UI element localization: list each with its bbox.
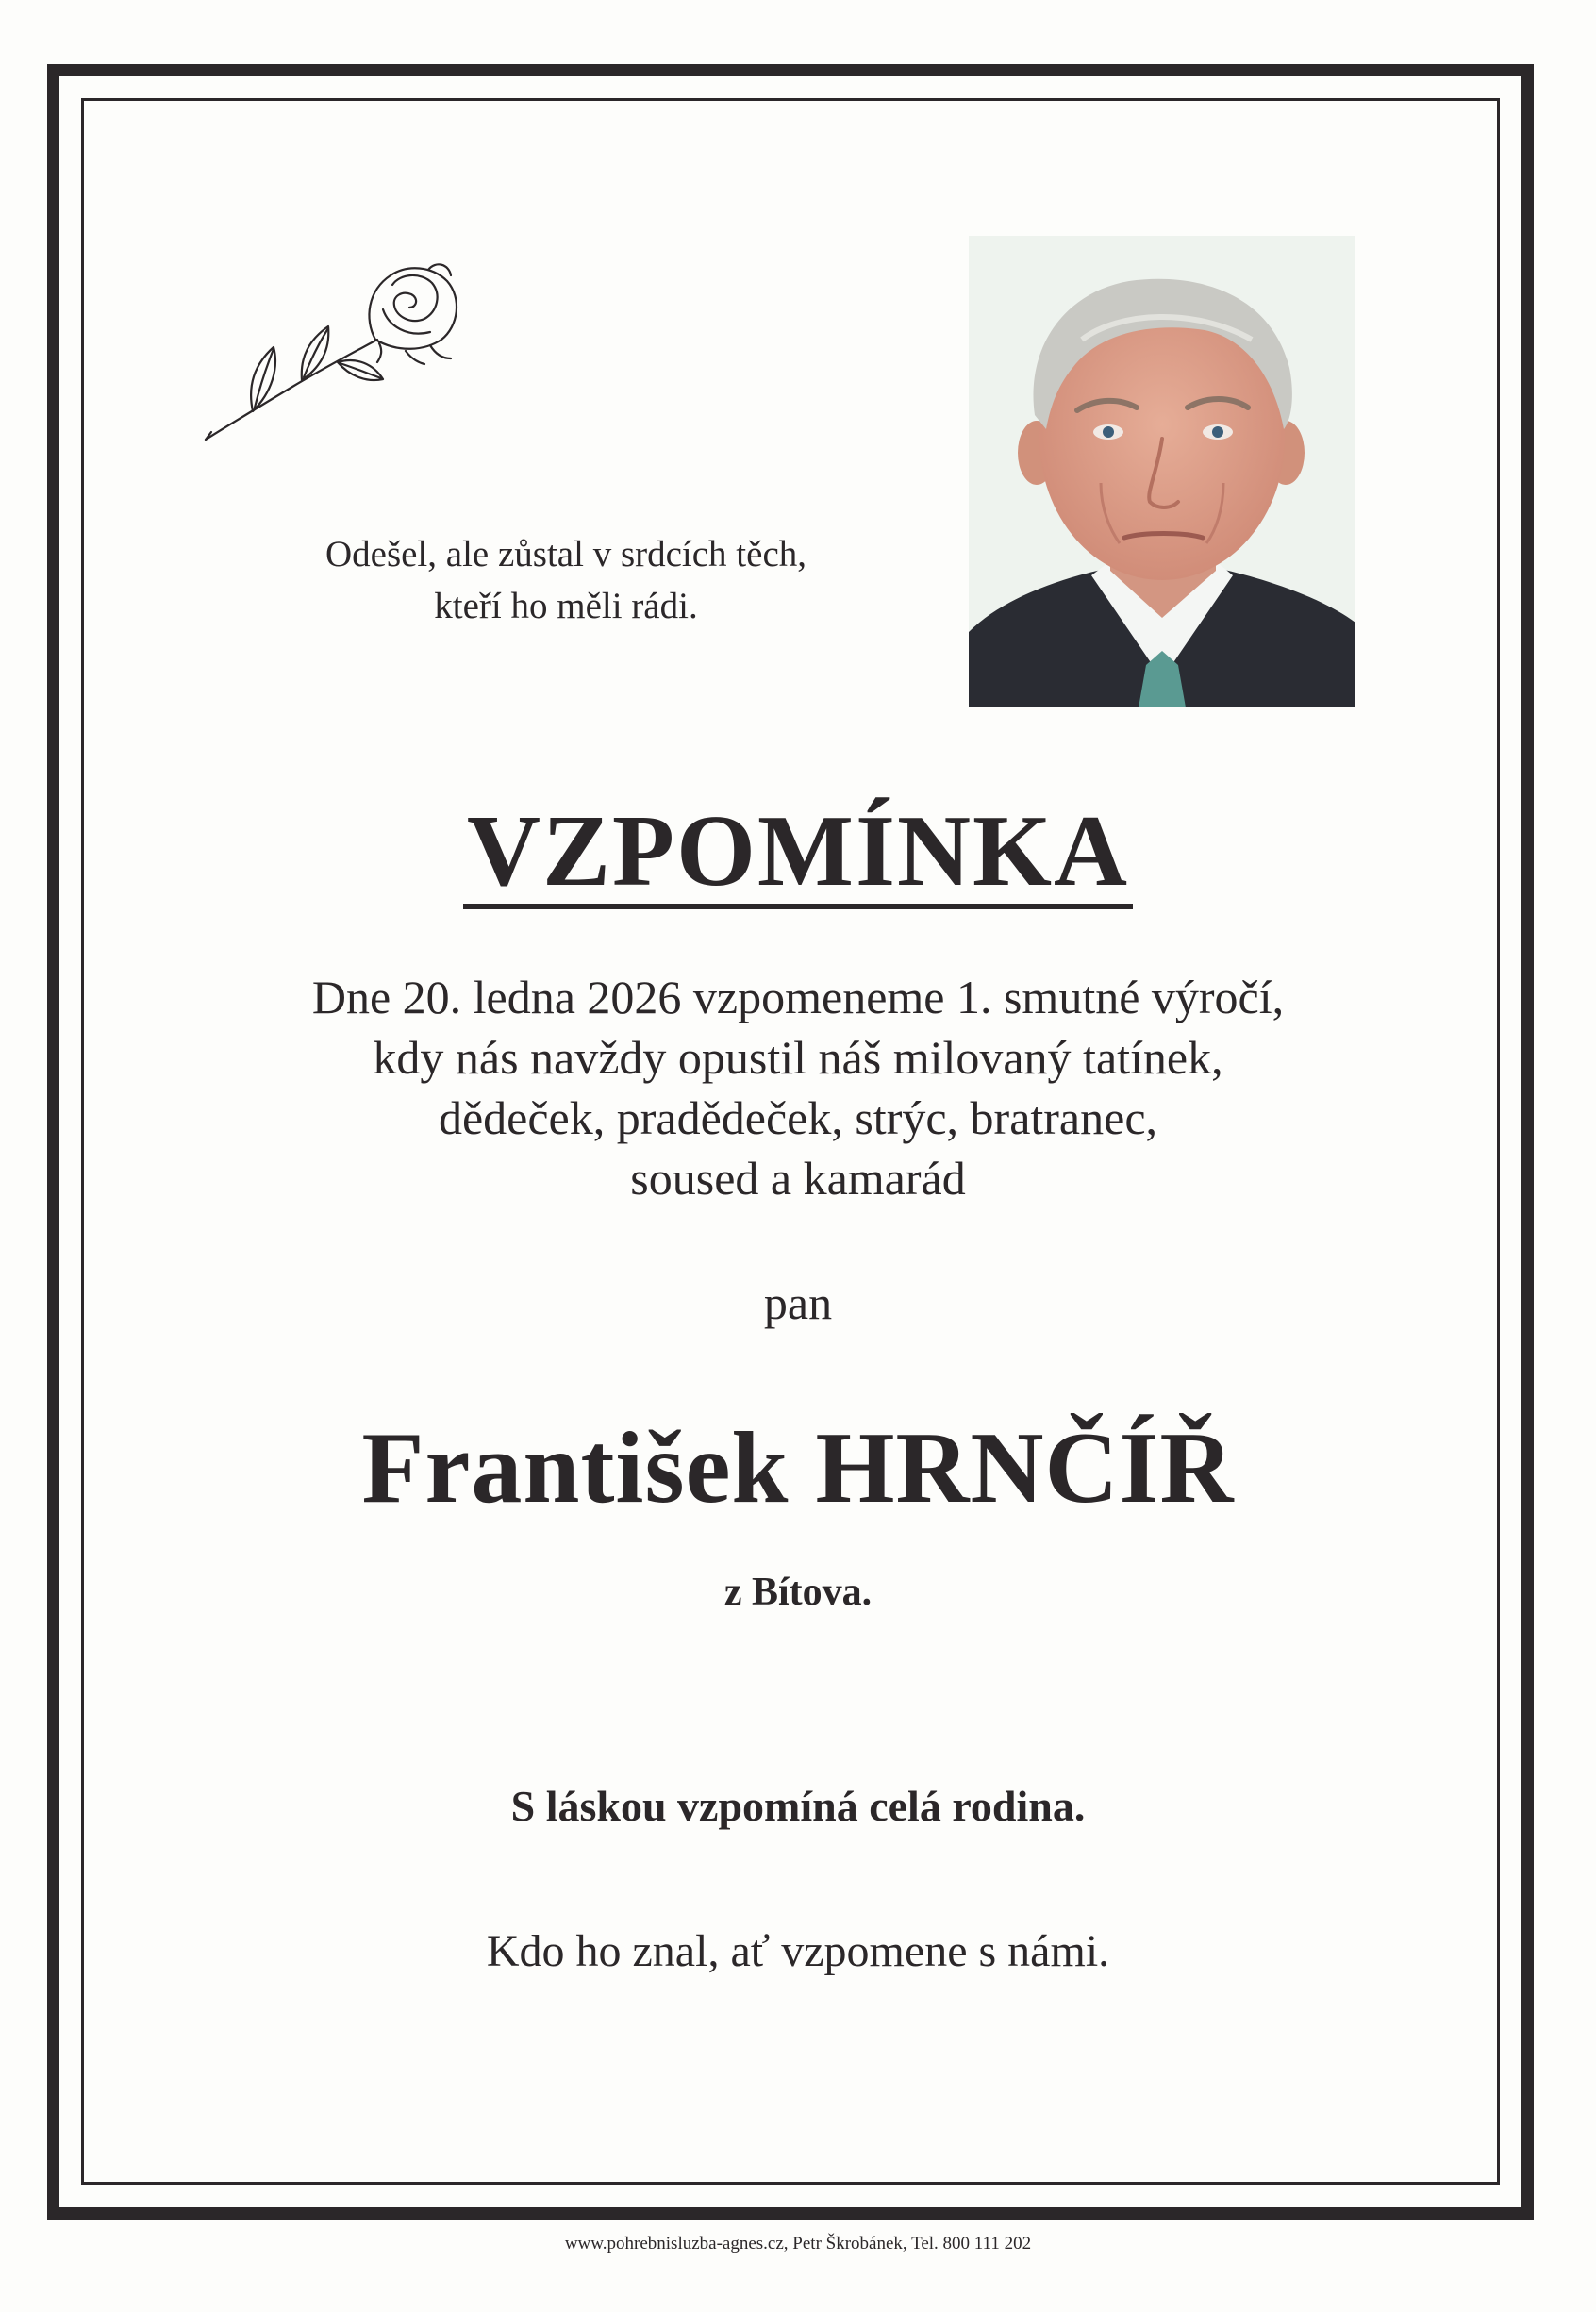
portrait-photo: [969, 236, 1355, 707]
announcement: [0, 967, 1596, 1208]
salutation: pan: [763, 1276, 833, 1329]
heading: [0, 795, 1596, 909]
deceased-name: František HRNČÍŘ: [361, 1412, 1235, 1524]
announcement-line-2: kdy nás navždy opustil náš milovaný tatínek,: [373, 1031, 1223, 1084]
footer-credit: www.pohrebnisluzba-agnes.cz, Petr Škrobánek, Tel. 800 111 202: [564, 2234, 1032, 2254]
motto-line-2: kteří ho měli rádi.: [434, 586, 698, 626]
invitation-line: Kdo ho znal, ať vzpomene s námi.: [486, 1926, 1110, 1976]
heading-title: VZPOMÍNKA: [463, 800, 1133, 909]
announcement-line-4: soused a kamarád: [630, 1152, 966, 1205]
deceased-origin: z Bítova.: [723, 1571, 873, 1614]
announcement-line-1: Dne 20. ledna 2026 vzpomeneme 1. smutné výročí,: [311, 971, 1285, 1023]
announcement-line-3: dědeček, pradědeček, strýc, bratranec,: [438, 1091, 1158, 1144]
rose-icon: [198, 253, 462, 446]
motto-line-1: Odešel, ale zůstal v srdcích těch,: [324, 534, 807, 574]
motto: [226, 528, 906, 632]
family-line: S láskou vzpomíná celá rodina.: [510, 1782, 1086, 1830]
